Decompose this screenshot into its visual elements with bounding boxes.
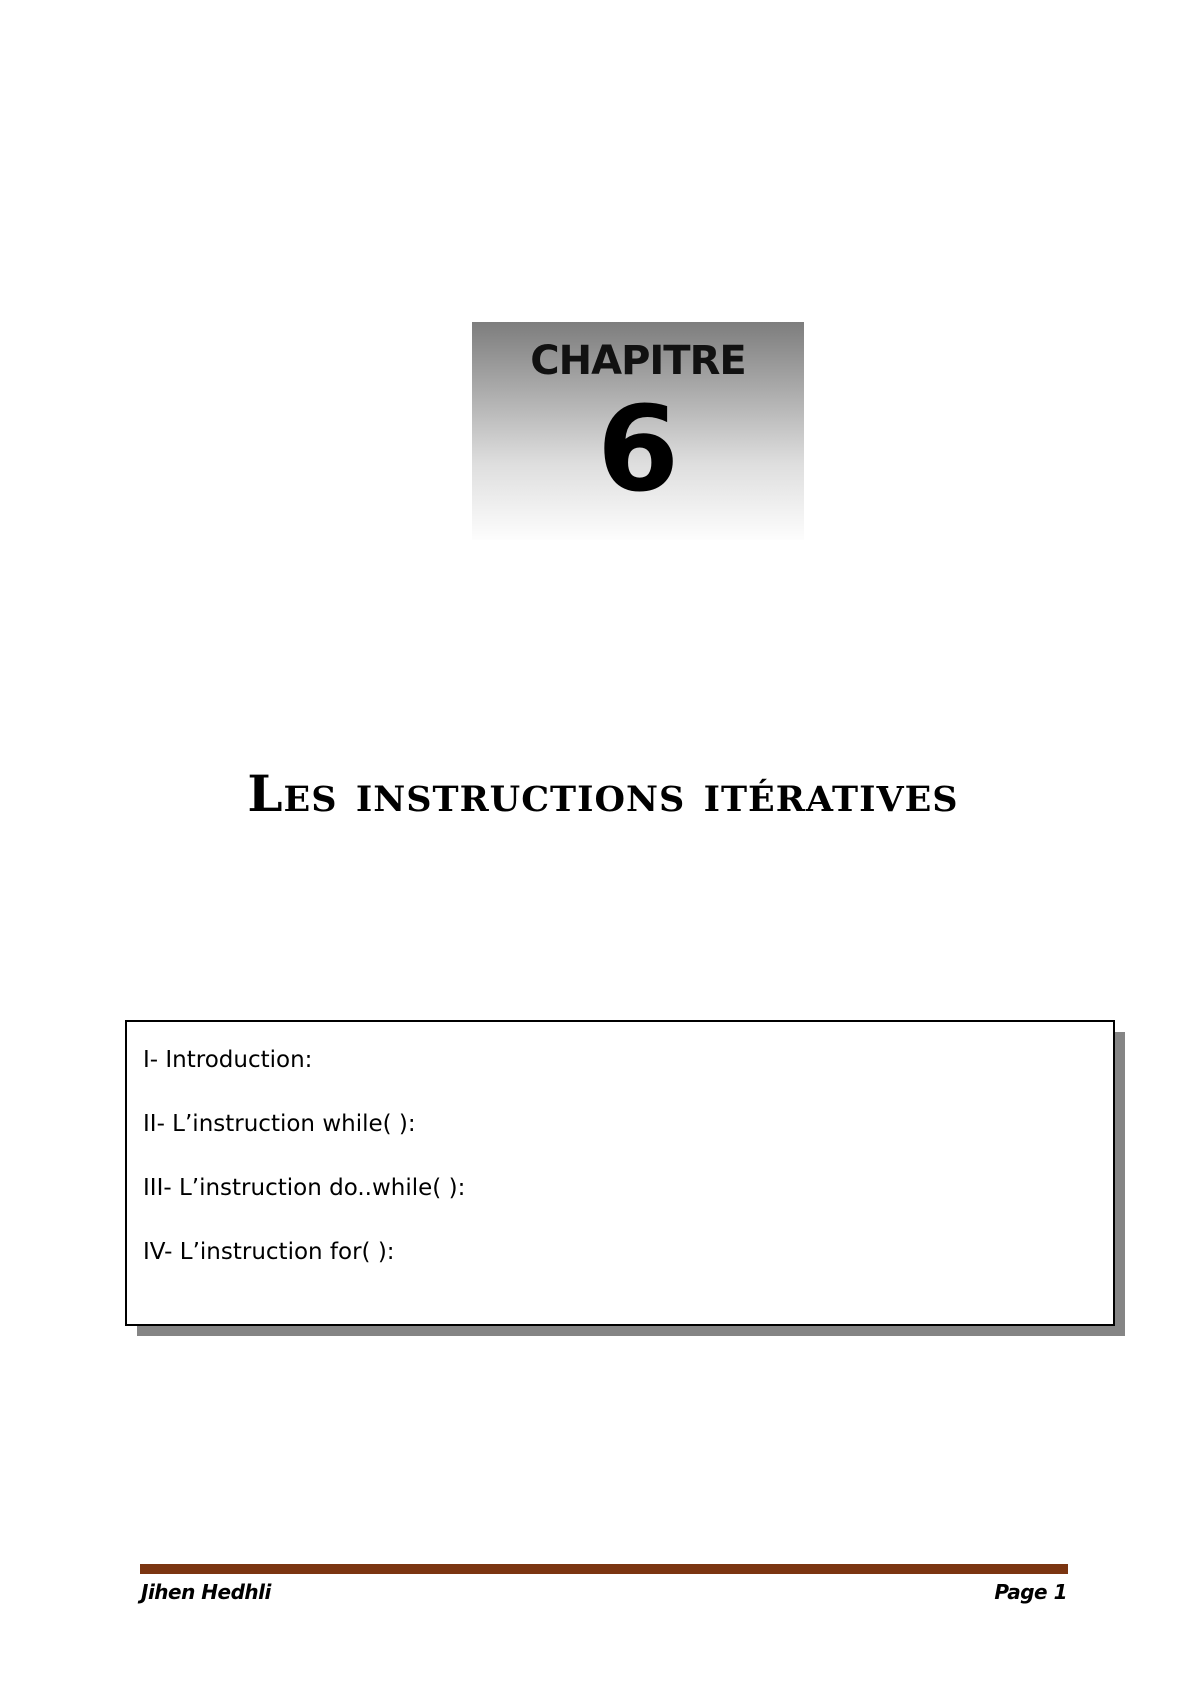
document-title: Les instructions itératives (247, 764, 959, 823)
chapter-number: 6 (596, 380, 680, 518)
toc-item-introduction: I- Introduction: (143, 1047, 313, 1073)
table-of-contents (125, 1020, 1115, 1326)
toc-item-while: II- L’instruction while( ): (143, 1111, 416, 1137)
toc-item-do-while: III- L’instruction do..while( ): (143, 1175, 466, 1201)
chapter-label: CHAPITRE (530, 338, 746, 384)
toc-list (143, 1046, 465, 1302)
toc-item-for: IV- L’instruction for( ): (143, 1239, 395, 1265)
footer-rule (140, 1564, 1068, 1574)
footer-author: Jihen Hedhli (141, 1580, 271, 1604)
footer-page-number: Page 1 (994, 1580, 1067, 1604)
chapter-header-box (472, 322, 804, 540)
